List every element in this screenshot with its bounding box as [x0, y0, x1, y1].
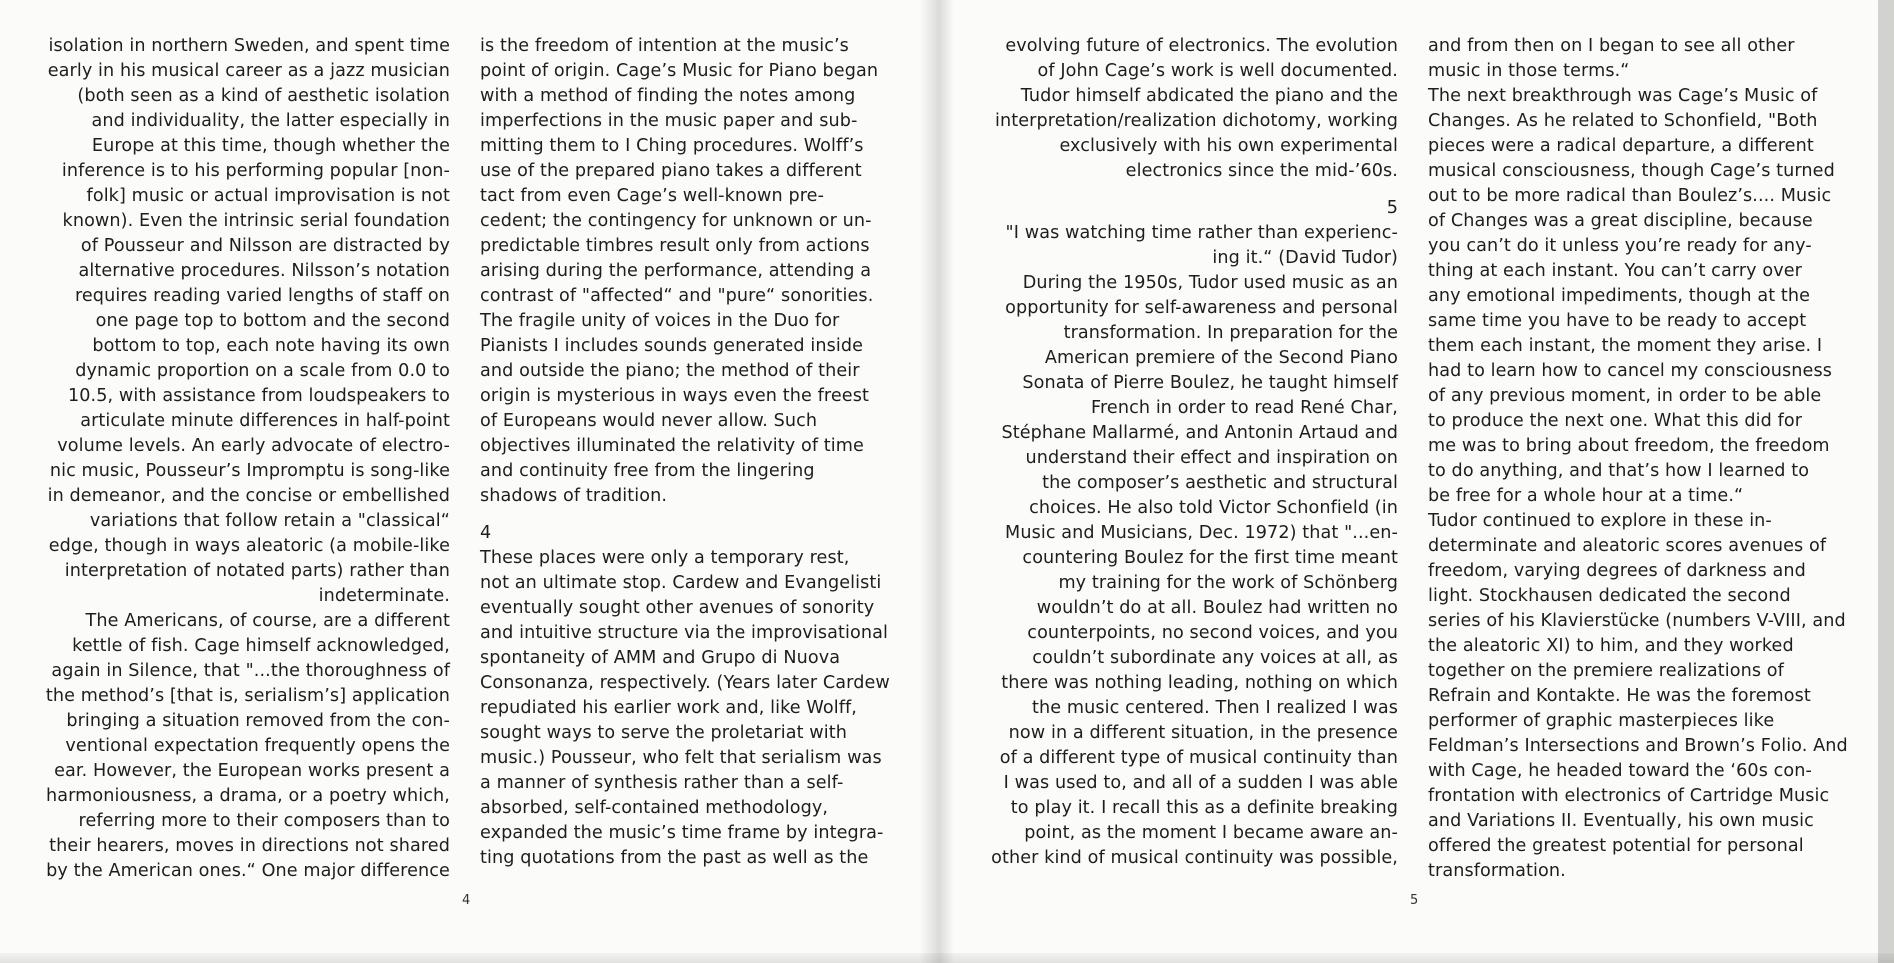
right-page-column-2	[1428, 34, 1858, 884]
text-line: out to be more radical than Boulez’s.... Music	[1428, 186, 1832, 206]
text-line: the music centered. Then I realized I was	[1032, 698, 1398, 718]
page-number: 5	[1410, 893, 1419, 908]
text-line: ear. However, the European works present a	[54, 761, 450, 781]
text-line: choices. He also told Victor Schonfield (in	[1029, 498, 1398, 518]
text-line: bottom to top, each note having its own	[92, 336, 450, 356]
right-page	[940, 0, 1894, 963]
text-line: point, as the moment I became aware an-	[1024, 823, 1398, 843]
text-line: Changes. As he related to Schonfield, "Both	[1428, 111, 1818, 131]
text-line: repudiated his earlier work and, like Wolff,	[480, 698, 857, 718]
text-line: and intuitive structure via the improvisational	[480, 623, 888, 643]
right-page-column-1	[974, 34, 1398, 871]
column-paragraph	[974, 221, 1398, 871]
text-line: same time you have to be ready to accept	[1428, 311, 1807, 331]
text-line: ing it.“ (David Tudor)	[1212, 248, 1398, 268]
text-line: known). Even the intrinsic serial foundation	[62, 211, 450, 231]
gutter-shadow	[940, 0, 954, 963]
text-line: with a method of finding the notes among	[480, 86, 856, 106]
text-line: The fragile unity of voices in the Duo for	[480, 311, 840, 331]
text-line: them each instant, the moment they arise. I	[1428, 336, 1823, 356]
text-line: use of the prepared piano takes a different	[480, 161, 862, 181]
text-line: Sonata of Pierre Boulez, he taught himself	[1022, 373, 1398, 393]
text-line: The next breakthrough was Cage’s Music of	[1428, 86, 1818, 106]
column-paragraph	[480, 546, 900, 871]
text-line: mitting them to I Ching procedures. Wolff’s	[480, 136, 864, 156]
text-line: ventional expectation frequently opens the	[65, 736, 450, 756]
text-line: and Variations II. Eventually, his own music	[1428, 811, 1814, 831]
text-line: evolving future of electronics. The evolution	[1005, 36, 1398, 56]
text-line: of John Cage’s work is well documented.	[1037, 61, 1398, 81]
text-line: any emotional impediments, though at the	[1428, 286, 1811, 306]
text-line: again in Silence, that "...the thoroughness of	[51, 661, 450, 681]
text-line: by the American ones.“ One major difference	[46, 861, 450, 881]
text-line: other kind of musical continuity was possible,	[991, 848, 1398, 868]
page-edge	[1878, 0, 1894, 963]
text-line: in demeanor, and the concise or embellished	[47, 486, 450, 506]
text-line: of Changes was a great discipline, because	[1428, 211, 1813, 231]
text-line: Pianists I includes sounds generated inside	[480, 336, 864, 356]
gutter-shadow	[920, 0, 938, 963]
text-line: early in his musical career as a jazz musician	[47, 61, 450, 81]
text-line: counterpoints, no second voices, and you	[1027, 623, 1398, 643]
text-line: the composer’s aesthetic and structural	[1042, 473, 1398, 493]
text-line: shadows of tradition.	[480, 486, 668, 506]
page-bottom-edge	[0, 953, 1894, 963]
text-line: Refrain and Kontakte. He was the foremost	[1428, 686, 1811, 706]
text-line: understand their effect and inspiration on	[1025, 448, 1398, 468]
text-line: objectives illuminated the relativity of time	[480, 436, 864, 456]
text-line: pieces were a radical departure, a different	[1428, 136, 1814, 156]
text-line: transformation.	[1428, 861, 1566, 881]
text-line: my training for the work of Schönberg	[1058, 573, 1398, 593]
text-line: contrast of "affected“ and "pure“ sonorities.	[480, 286, 874, 306]
text-line: American premiere of the Second Piano	[1044, 348, 1398, 368]
text-line: electronics since the mid-’60s.	[1125, 161, 1398, 181]
text-line: frontation with electronics of Cartridge Music	[1428, 786, 1830, 806]
text-line: During the 1950s, Tudor used music as an	[1022, 273, 1398, 293]
text-line: offered the greatest potential for personal	[1428, 836, 1804, 856]
text-line: determinate and aleatoric scores avenues of	[1428, 536, 1827, 556]
text-line: to produce the next one. What this did for	[1428, 411, 1803, 431]
text-line: Europe at this time, though whether the	[91, 136, 450, 156]
text-line: sought ways to serve the proletariat with	[480, 723, 847, 743]
text-line: expanded the music’s time frame by integra-	[480, 823, 884, 843]
text-line: be free for a whole hour at a time.“	[1428, 486, 1744, 506]
text-line: kettle of fish. Cage himself acknowledged,	[72, 636, 450, 656]
text-line: tact from even Cage’s well-known pre-	[480, 186, 825, 206]
text-line: French in order to read René Char,	[1091, 398, 1398, 418]
text-line: countering Boulez for the first time meant	[1022, 548, 1398, 568]
section-number: 4	[480, 523, 492, 543]
text-line: there was nothing leading, nothing on which	[1001, 673, 1398, 693]
text-line: Music and Musicians, Dec. 1972) that "...en-	[1005, 523, 1398, 543]
text-line: and individuality, the latter especially in	[91, 111, 450, 131]
column-paragraph	[974, 34, 1398, 184]
text-line: Tudor himself abdicated the piano and the	[1020, 86, 1398, 106]
text-line: me was to bring about freedom, the freedom	[1428, 436, 1830, 456]
left-page-column-2	[480, 34, 900, 871]
text-line: you can’t do it unless you’re ready for any-	[1428, 236, 1812, 256]
text-line: (both seen as a kind of aesthetic isolation	[77, 86, 450, 106]
text-line: Tudor continued to explore in these in-	[1428, 511, 1772, 531]
text-line: not an ultimate stop. Cardew and Evangelisti	[480, 573, 882, 593]
text-line: arising during the performance, attending a	[480, 261, 872, 281]
text-line: indeterminate.	[318, 586, 450, 606]
text-line: spontaneity of AMM and Grupo di Nuova	[480, 648, 841, 668]
text-line: the method’s [that is, serialism’s] application	[45, 686, 450, 706]
text-line: dynamic proportion on a scale from 0.0 to	[75, 361, 450, 381]
text-line: performer of graphic masterpieces like	[1428, 711, 1775, 731]
text-line: musical consciousness, though Cage’s turned	[1428, 161, 1835, 181]
text-line: Stéphane Mallarmé, and Antonin Artaud and	[1001, 423, 1398, 443]
text-line: of a different type of musical continuity than	[999, 748, 1398, 768]
text-line: inference is to his performing popular [non-	[61, 161, 450, 181]
text-line: music in those terms.“	[1428, 61, 1630, 81]
text-line: absorbed, self-contained methodology,	[480, 798, 829, 818]
text-line: and outside the piano; the method of their	[480, 361, 860, 381]
text-line: thing at each instant. You can’t carry over	[1428, 261, 1803, 281]
text-line: predictable timbres result only from actions	[480, 236, 870, 256]
text-line: together on the premiere realizations of	[1428, 661, 1784, 681]
text-line: "I was watching time rather than experienc-	[1005, 223, 1398, 243]
text-line: one page top to bottom and the second	[95, 311, 450, 331]
text-line: and continuity free from the lingering	[480, 461, 815, 481]
text-line: folk] music or actual improvisation is not	[86, 186, 450, 206]
text-line: eventually sought other avenues of sonority	[480, 598, 875, 618]
text-line: opportunity for self-awareness and personal	[1005, 298, 1398, 318]
text-line: ting quotations from the past as well as the	[480, 848, 869, 868]
text-line: Consonanza, respectively. (Years later Cardew	[480, 673, 890, 693]
text-line: series of his Klavierstücke (numbers V-VIII, and	[1428, 611, 1846, 631]
column-paragraph	[480, 34, 900, 509]
text-line: articulate minute differences in half-point	[80, 411, 450, 431]
text-line: alternative procedures. Nilsson’s notation	[78, 261, 450, 281]
text-line: now in a different situation, in the presence	[1008, 723, 1398, 743]
text-line: to play it. I recall this as a definite breaking	[1010, 798, 1398, 818]
text-line: interpretation/realization dichotomy, working	[994, 111, 1398, 131]
text-line: a manner of synthesis rather than a self-	[480, 773, 844, 793]
text-line: of Europeans would never allow. Such	[480, 411, 818, 431]
text-line: light. Stockhausen dedicated the second	[1428, 586, 1791, 606]
text-line: to do anything, and that’s how I learned to	[1428, 461, 1810, 481]
text-line: variations that follow retain a "classical“	[89, 511, 450, 531]
text-line: harmoniousness, a drama, or a poetry which,	[45, 786, 450, 806]
text-line: with Cage, he headed toward the ‘60s con-	[1428, 761, 1812, 781]
text-line: transformation. In preparation for the	[1063, 323, 1398, 343]
text-line: The Americans, of course, are a different	[85, 611, 450, 631]
text-line: the aleatoric XI) to him, and they worked	[1428, 636, 1794, 656]
text-line: nic music, Pousseur’s Impromptu is song-like	[49, 461, 450, 481]
text-line: imperfections in the music paper and sub-	[480, 111, 858, 131]
text-line: Feldman’s Intersections and Brown’s Folio. And	[1428, 736, 1848, 756]
text-line: I was used to, and all of a sudden I was able	[1003, 773, 1398, 793]
text-line: and from then on I began to see all other	[1428, 36, 1795, 56]
text-line: volume levels. An early advocate of electro-	[57, 436, 450, 456]
text-line: origin is mysterious in ways even the freest	[480, 386, 869, 406]
text-line: of Pousseur and Nilsson are distracted by	[80, 236, 450, 256]
text-line: cedent; the contingency for unknown or un-	[480, 211, 872, 231]
left-page	[0, 0, 938, 963]
text-line: These places were only a temporary rest,	[480, 548, 850, 568]
section-number: 5	[1386, 198, 1398, 218]
left-page-column-1	[26, 34, 450, 884]
text-line: couldn’t subordinate any voices at all, as	[1032, 648, 1398, 668]
text-line: isolation in northern Sweden, and spent time	[48, 36, 450, 56]
text-line: freedom, varying degrees of darkness and	[1428, 561, 1806, 581]
text-line: wouldn’t do at all. Boulez had written no	[1036, 598, 1398, 618]
text-line: requires reading varied lengths of staff on	[74, 286, 450, 306]
text-line: had to learn how to cancel my consciousness	[1428, 361, 1832, 381]
page-number: 4	[462, 893, 471, 908]
text-line: of any previous moment, in order to be able	[1428, 386, 1822, 406]
text-line: bringing a situation removed from the con-	[66, 711, 450, 731]
text-line: exclusively with his own experimental	[1059, 136, 1398, 156]
text-line: music.) Pousseur, who felt that serialism was	[480, 748, 882, 768]
text-line: their hearers, moves in directions not shared	[49, 836, 450, 856]
text-line: edge, though in ways aleatoric (a mobile-like	[48, 536, 450, 556]
text-line: point of origin. Cage’s Music for Piano began	[480, 61, 879, 81]
text-line: interpretation of notated parts) rather than	[64, 561, 450, 581]
text-line: referring more to their composers than to	[78, 811, 450, 831]
text-line: is the freedom of intention at the music’s	[480, 36, 849, 56]
text-line: 10.5, with assistance from loudspeakers to	[67, 386, 450, 406]
